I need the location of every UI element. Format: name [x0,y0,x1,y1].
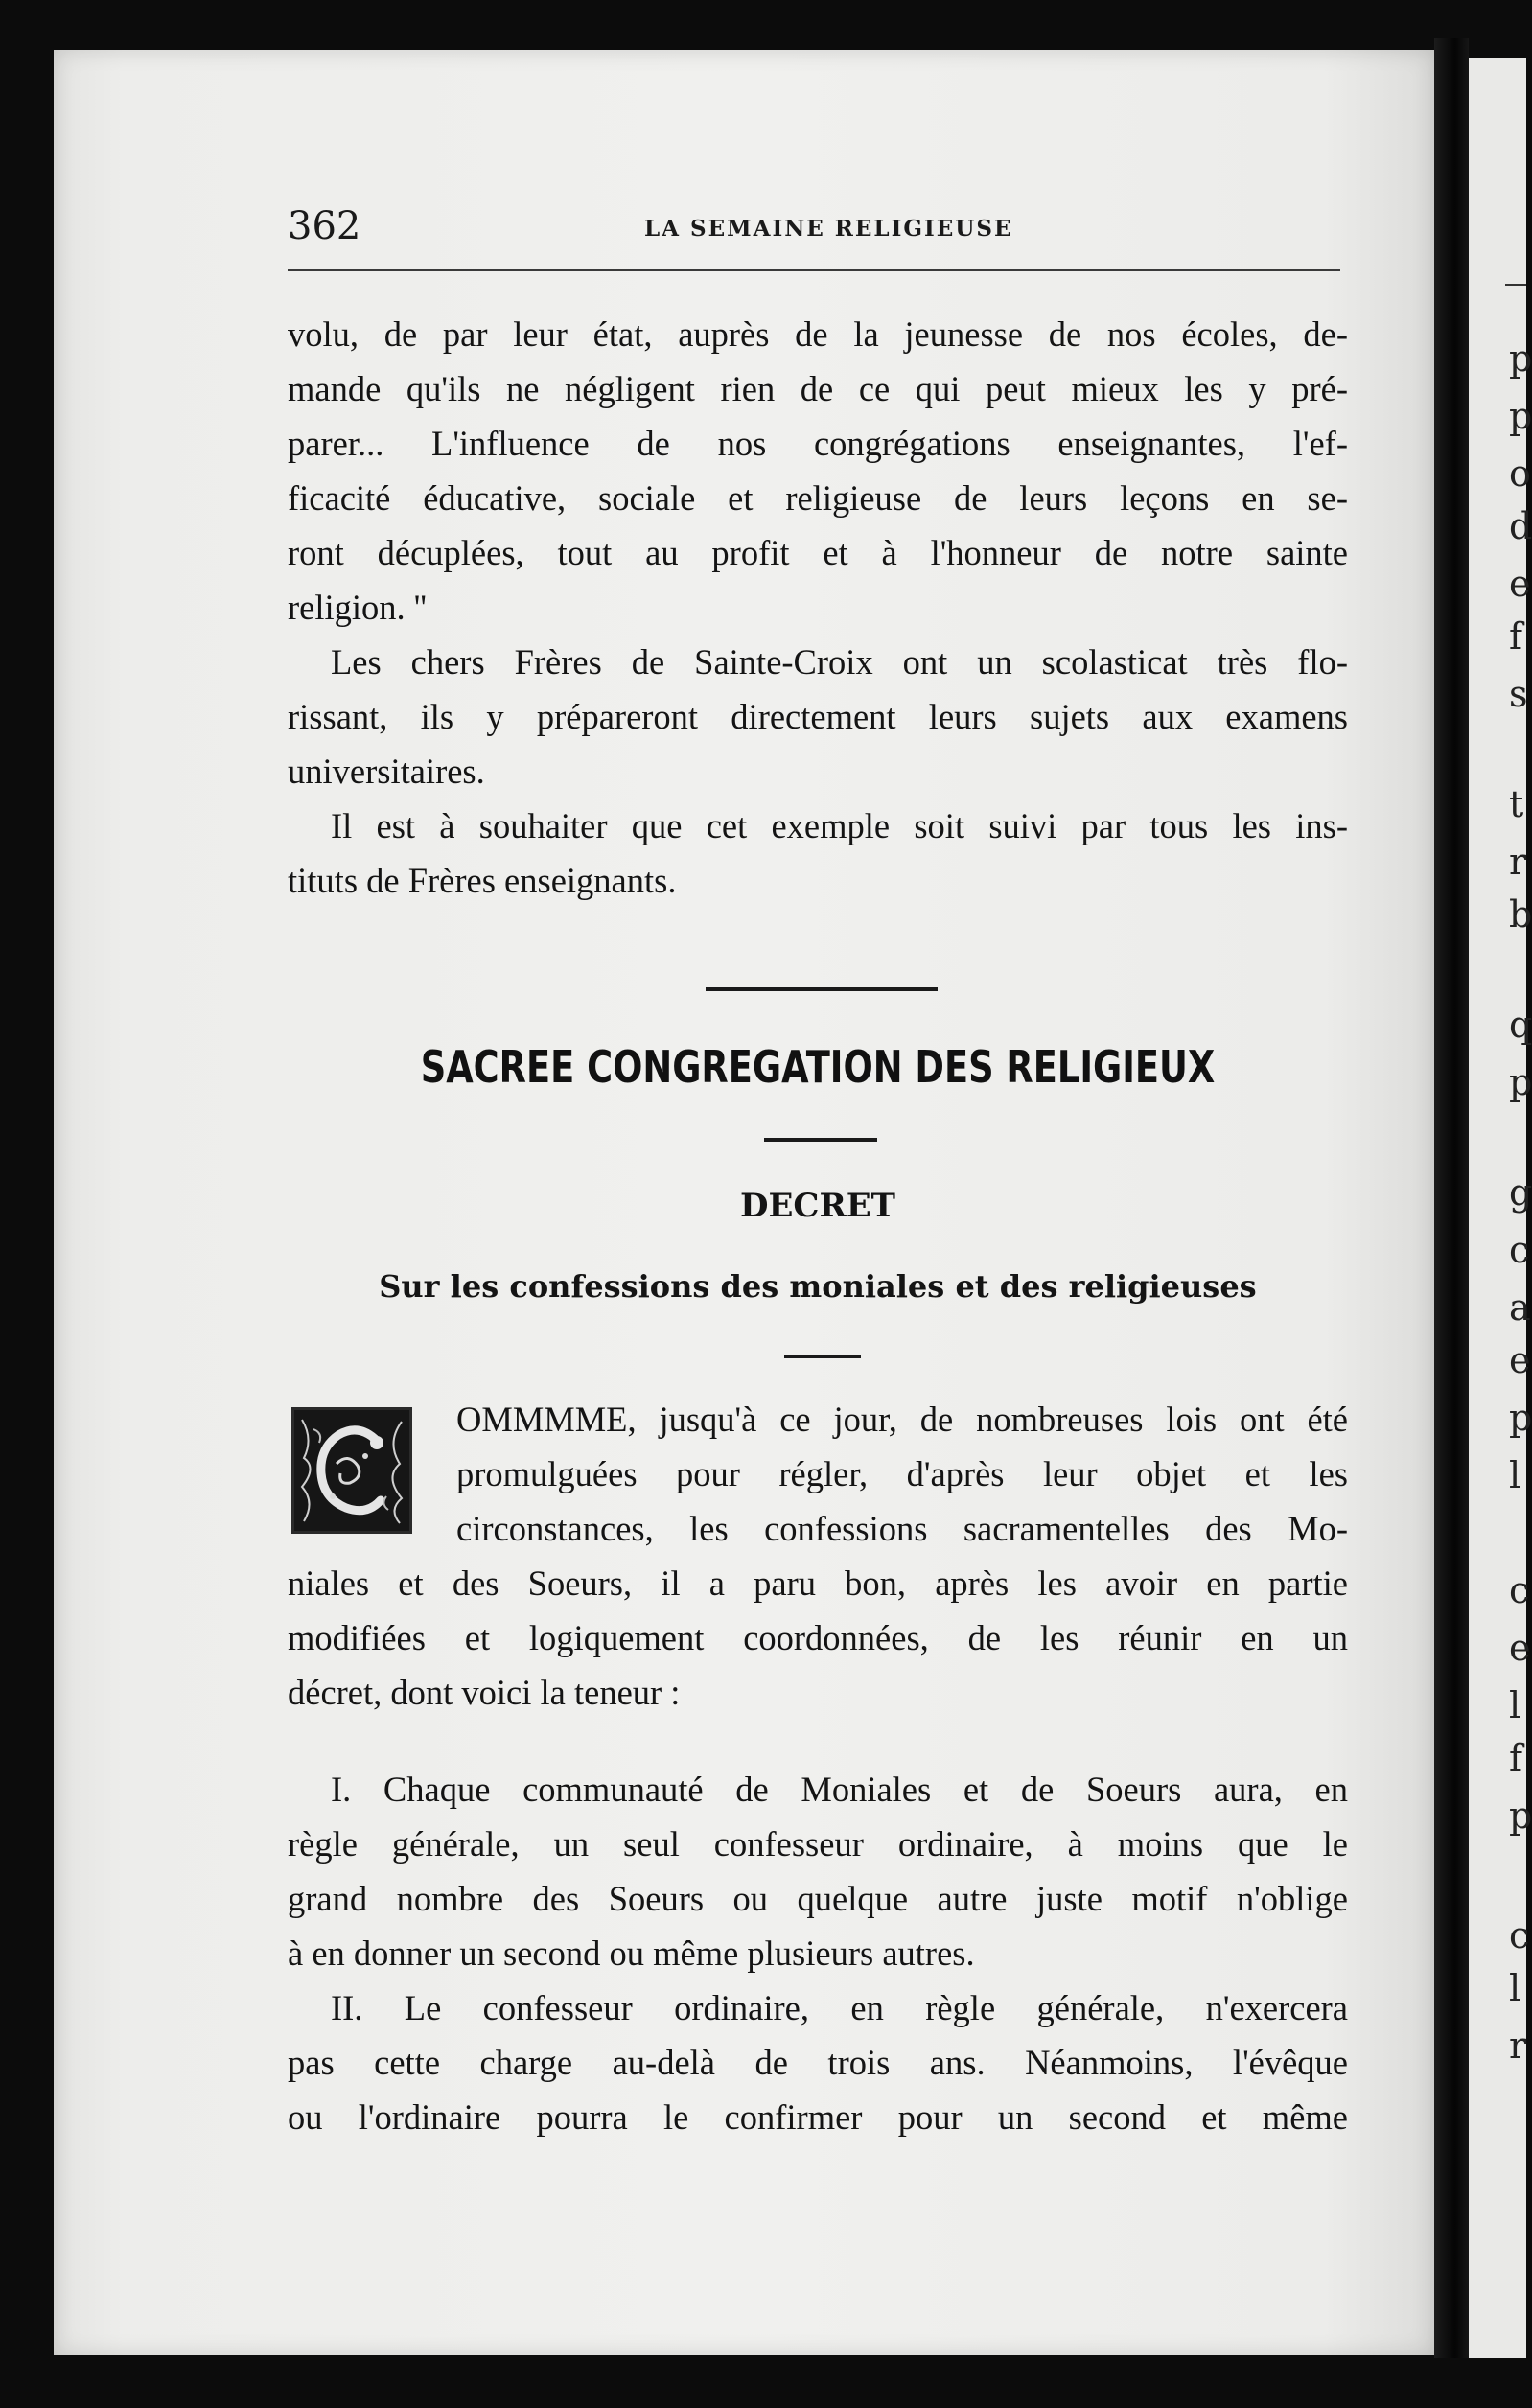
facing-page-letter: p [1509,1061,1532,1103]
subtitle-separator [784,1354,861,1358]
text-line: promulguées pour régler, d'après leur objet et les [456,1454,1348,1493]
text-line: religion. '' [288,588,427,627]
text-line: tituts de Frères enseignants. [288,861,677,900]
page-header [288,204,1340,252]
text-line: modifiées et logiquement coordonnées, de les réunir en un [288,1618,1348,1657]
running-head: LA SEMAINE RELIGIEUSE [644,216,1013,242]
decree-articles [288,1762,1348,2144]
facing-page-letter: d [1509,505,1532,547]
article-line: pas cette charge au-delà de trois ans. Néanmoins, l'évêque [288,2043,1348,2082]
article-line: à en donner un second ou même plusieurs autres. [288,1933,975,1973]
facing-page-letter: o [1509,452,1531,495]
opening-text [288,307,1348,908]
facing-page-letter: p [1509,337,1532,380]
text-line: circonstances, les confessions sacramentelles des Mo- [456,1509,1348,1548]
text-line: Les chers Frères de Sainte-Croix ont un scolasticat très flo- [331,642,1348,682]
text-line: parer... L'influence de nos congrégations enseignantes, l'ef- [288,424,1348,463]
facing-page-letter: g [1509,1171,1532,1214]
text-line: Il est à souhaiter que cet exemple soit suivi par tous les ins- [331,806,1348,845]
text-line: universitaires. [288,752,485,791]
facing-page-letter: s [1509,673,1528,715]
facing-page-letter: f [1509,1737,1523,1779]
text-line: OMMMME, jusqu'à ce jour, de nombreuses lois ont été [456,1400,1348,1439]
article-line: I. Chaque communauté de Moniales et de Soeurs aura, en [331,1770,1348,1809]
article-line: règle générale, un seul confesseur ordinaire, à moins que le [288,1824,1348,1864]
decree-subtitle: Sur les confessions des moniales et des religieuses [379,1268,1257,1305]
facing-page-letter: e [1509,1339,1531,1381]
decree-intro-text [288,1556,1348,1720]
facing-page-rule [1505,284,1526,286]
facing-page-letter: r [1509,2025,1527,2067]
text-line: rissant, ils y prépareront directement leurs sujets aux examens [288,697,1348,736]
facing-page-letter: l [1509,1454,1521,1496]
section-separator [706,987,938,991]
section-title: SACREE CONGREGATION DES RELIGIEUX [420,1041,1216,1093]
text-line: décret, dont voici la teneur : [288,1673,681,1712]
text-line: volu, de par leur état, auprès de la jeunesse de nos écoles, de- [288,314,1348,354]
text-line: ficacité éducative, sociale et religieuse de leurs leçons en se- [288,478,1348,518]
facing-page-letter: a [1509,1286,1531,1329]
text-line: ront décuplées, tout au profit et à l'honneur de notre sainte [288,533,1348,572]
text-line: niales et des Soeurs, il a paru bon, après les avoir en partie [288,1563,1348,1603]
article-line: II. Le confesseur ordinaire, en règle générale, n'exercera [331,1988,1348,2027]
ornamental-dropcap-icon [291,1407,412,1534]
facing-page-letter: f [1509,615,1523,658]
facing-page-letter: q [1509,1004,1532,1046]
facing-page-letter: r [1509,841,1527,883]
facing-page-letter: p [1509,1397,1532,1439]
facing-page-letter: b [1509,893,1532,936]
facing-page-letter: c [1509,1914,1530,1956]
text-line: mande qu'ils ne négligent rien de ce qui peut mieux les y pré- [288,369,1348,408]
decree-intro-beside-dropcap [456,1392,1348,1556]
article-line: ou l'ordinaire pourra le confirmer pour un second et même [288,2097,1348,2137]
facing-page-letter: c [1509,1229,1530,1271]
facing-page-letter: e [1509,563,1531,605]
facing-page-letter: p [1509,395,1532,437]
article-line: grand nombre des Soeurs ou quelque autre juste motif n'oblige [288,1879,1348,1918]
facing-page-letter: l [1509,1684,1521,1726]
header-rule [288,269,1340,271]
facing-page-letter: l [1509,1967,1521,2009]
facing-page-letter: c [1509,1569,1530,1611]
book-gutter [1434,38,1469,2358]
facing-page-letter: p [1509,1794,1532,1837]
facing-page-letter: t [1509,783,1524,825]
page-number: 362 [288,204,361,248]
title-separator [764,1138,877,1142]
facing-page-letter: e [1509,1627,1531,1669]
decree-heading: DECRET [740,1187,895,1225]
